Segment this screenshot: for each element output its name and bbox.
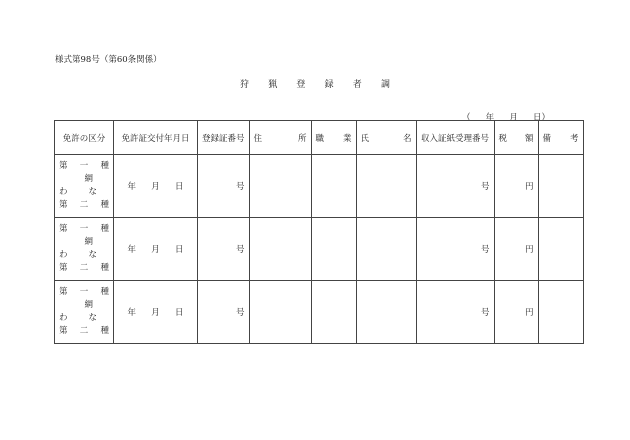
issue-date-cell: 年 月 日 xyxy=(114,155,198,218)
date-year: 年 xyxy=(485,113,495,123)
license-type-cell: 第 一 種 網 わ な 第 二 種 xyxy=(55,155,114,218)
register-table xyxy=(54,120,584,344)
table-row xyxy=(55,281,584,344)
title-char: 猟 xyxy=(268,80,278,90)
header-issue-date: 免許証交付年月日 xyxy=(114,121,198,155)
address-cell xyxy=(249,281,311,344)
header-address: 住 所 xyxy=(249,121,311,155)
receipt-number-cell: 号 xyxy=(416,155,494,218)
remarks-cell xyxy=(538,281,583,344)
header-license-type: 免許の区分 xyxy=(55,121,114,155)
title-char: 狩 xyxy=(240,80,250,90)
title-char: 録 xyxy=(324,80,334,90)
title-char: 登 xyxy=(296,80,306,90)
remarks-cell xyxy=(538,155,583,218)
title-char: 調 xyxy=(380,80,390,90)
occupation-cell xyxy=(311,218,356,281)
header-receipt-number: 収入証紙受理番号 xyxy=(416,121,494,155)
tax-amount-cell: 円 xyxy=(494,155,538,218)
name-cell xyxy=(356,218,416,281)
table-row xyxy=(55,155,584,218)
remarks-cell xyxy=(538,218,583,281)
license-type-cell: 第 一 種 網 わ な 第 二 種 xyxy=(55,281,114,344)
receipt-number-cell: 号 xyxy=(416,281,494,344)
tax-amount-cell: 円 xyxy=(494,218,538,281)
date-month: 月 xyxy=(509,113,518,123)
document-title xyxy=(240,77,390,90)
header-tax-amount: 税 額 xyxy=(494,121,538,155)
occupation-cell xyxy=(311,155,356,218)
date-day: 日） xyxy=(532,113,550,123)
table-row xyxy=(55,218,584,281)
header-row xyxy=(55,121,584,155)
name-cell xyxy=(356,155,416,218)
header-name: 氏 名 xyxy=(356,121,416,155)
name-cell xyxy=(356,281,416,344)
issue-date-cell: 年 月 日 xyxy=(114,281,198,344)
header-registration-number: 登録証番号 xyxy=(198,121,250,155)
header-remarks: 備 考 xyxy=(538,121,583,155)
header-occupation: 職 業 xyxy=(311,121,356,155)
date-open-paren: （ xyxy=(462,113,471,123)
receipt-number-cell: 号 xyxy=(416,218,494,281)
issue-date-cell: 年 月 日 xyxy=(114,218,198,281)
title-char: 者 xyxy=(352,80,362,90)
registration-number-cell: 号 xyxy=(198,281,250,344)
registration-number-cell: 号 xyxy=(198,155,250,218)
address-cell xyxy=(249,155,311,218)
license-type-cell: 第 一 種 網 わ な 第 二 種 xyxy=(55,218,114,281)
occupation-cell xyxy=(311,281,356,344)
registration-number-cell: 号 xyxy=(198,218,250,281)
address-cell xyxy=(249,218,311,281)
form-number: 様式第98号（第60条関係） xyxy=(55,55,162,65)
tax-amount-cell: 円 xyxy=(494,281,538,344)
